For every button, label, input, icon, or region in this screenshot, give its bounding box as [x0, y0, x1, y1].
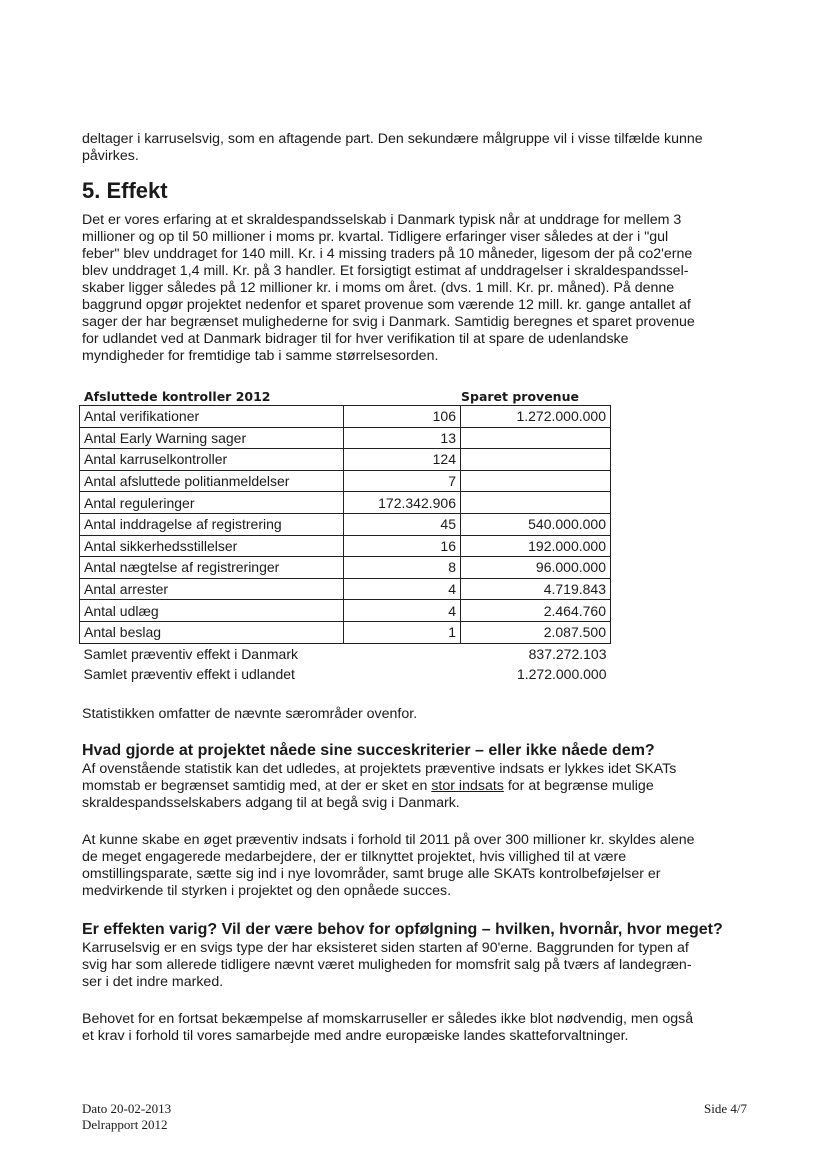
row-label: Antal arrester — [80, 578, 344, 600]
intro-paragraph: deltager i karruselsvig, som en aftagende part. Den sekundære målgruppe vil i visse tilfælde kunne påvirkes. — [82, 131, 703, 164]
row-label: Antal afsluttede politianmeldelser — [80, 470, 344, 492]
row-count: 106 — [344, 406, 461, 428]
row-label: Antal sikkerhedsstillelser — [80, 535, 344, 557]
footer-page-number: Side 4/7 — [704, 1101, 747, 1116]
table-row — [80, 513, 611, 535]
total-row — [80, 664, 611, 685]
statistics-table — [79, 405, 611, 685]
durability-paragraph: Karruselsvig er en svigs type der har eksisteret siden starten af 90'erne. Baggrunden for typen af svig har som allerede tidligere nævnt været muligheden for momsfrit salg på tværs af landegræn- ser i det indre marked. — [82, 940, 692, 990]
row-saved: 1.272.000.000 — [461, 406, 611, 428]
row-saved: 4.719.843 — [461, 578, 611, 600]
row-label: Antal Early Warning sager — [80, 427, 344, 449]
table-row — [80, 621, 611, 643]
table-row — [80, 427, 611, 449]
total-spacer — [344, 643, 461, 664]
total-label: Samlet præventiv effekt i udlandet — [83, 666, 295, 683]
success-paragraph — [82, 761, 762, 812]
row-label: Antal nægtelse af registreringer — [80, 557, 344, 579]
row-count: 13 — [344, 427, 461, 449]
total-row — [80, 643, 611, 664]
row-count: 4 — [344, 600, 461, 622]
question-heading-success: Hvad gjorde at projektet nåede sine succeskriterier – eller ikke nåede dem? — [82, 742, 655, 759]
row-saved — [461, 427, 611, 449]
row-label: Antal beslag — [80, 621, 344, 643]
row-saved: 2.087.500 — [461, 621, 611, 643]
success-paragraph-2: At kunne skabe en øget præventiv indsats i forhold til 2011 på over 300 millioner kr. skyldes alene de meget engagerede medarbejdere, der er tilknyttet projektet, hvis villighed til at være omstillingsparate, sætte sig ind i nye lovområder, samt bruge alle SKATs kontrolbeføjelser er medvirkende til styrken i projektet og den opnåede succes. — [82, 832, 695, 899]
row-label: Antal reguleringer — [80, 492, 344, 514]
success-text-underlined: stor indsats — [431, 778, 504, 794]
row-saved: 192.000.000 — [461, 535, 611, 557]
row-saved: 2.464.760 — [461, 600, 611, 622]
row-count: 45 — [344, 513, 461, 535]
row-count: 172.342.906 — [344, 492, 461, 514]
row-saved: 540.000.000 — [461, 513, 611, 535]
table-row — [80, 578, 611, 600]
total-saved: 837.272.103 — [528, 645, 607, 662]
row-saved: 96.000.000 — [461, 557, 611, 579]
total-spacer — [344, 664, 461, 685]
row-count: 7 — [344, 470, 461, 492]
effekt-paragraph: Det er vores erfaring at et skraldespandsselskab i Danmark typisk når at unddrage for mellem 3 millioner og op til 50 millioner i moms pr. kvartal. Tidligere erfaringer viser således at der i "gul feber" blev unddraget for 140 mill. Kr. i 4 missing traders på 10 måneder, ligesom der på co2'erne blev unddraget 1,4 mill. Kr. på 3 handler. Et forsigtigt estimat af unddragelser i skraldespandssel- skaber ligger således på 12 millioner kr. i moms om året. (dvs. 1 mill. Kr. pr. måned). På denne baggrund opgør projektet nedenfor et sparet provenue som værende 12 mill. kr. gange antallet af sager der har begrænset mulighederne for svig i Danmark. Samtidig beregnes et sparet provenue for udlandet ved at Danmark bidrager til for hver verifikation til at spare de udenlandske myndigheder for fremtidige tab i samme størrelsesorden. — [82, 212, 695, 364]
row-saved — [461, 449, 611, 471]
row-saved — [461, 470, 611, 492]
table-row — [80, 492, 611, 514]
row-label: Antal karruselkontroller — [80, 449, 344, 471]
footer-date: Dato 20-02-2013 Delrapport 2012 — [82, 1101, 172, 1132]
table-row — [80, 535, 611, 557]
row-label: Antal verifikationer — [80, 406, 344, 428]
row-label: Antal udlæg — [80, 600, 344, 622]
table-row — [80, 557, 611, 579]
table-row — [80, 470, 611, 492]
success-text-start: Af ovenstående statistik kan det udledes, at projektets præventive indsats er lykkes idet SKATs momstab er begrænset samtidig med, at der er sket en — [82, 761, 677, 794]
row-label: Antal inddragelse af registrering — [80, 513, 344, 535]
total-label: Samlet præventiv effekt i Danmark — [83, 645, 298, 662]
statistics-note: Statistikken omfatter de nævnte særområder ovenfor. — [82, 706, 418, 722]
section-heading: 5. Effekt — [82, 178, 168, 203]
table-row — [80, 600, 611, 622]
row-count: 4 — [344, 578, 461, 600]
table-row — [80, 449, 611, 471]
row-count: 8 — [344, 557, 461, 579]
question-heading-durability: Er effekten varig? Vil der være behov for opfølgning – hvilken, hvornår, hvor meget? — [82, 921, 723, 938]
total-saved: 1.272.000.000 — [516, 666, 607, 683]
row-count: 124 — [344, 449, 461, 471]
table-row — [80, 406, 611, 428]
success-text-end: for at begrænse mulige skraldespandsselskabers adgang til at begå svig i Danmark. — [82, 778, 654, 811]
table-header-right: Sparet provenue — [461, 389, 579, 404]
row-saved — [461, 492, 611, 514]
durability-paragraph-2: Behovet for en fortsat bekæmpelse af momskarruseller er således ikke blot nødvendig, men også et krav i forhold til vores samarbejde med andre europæiske landes skatteforvaltninger. — [82, 1011, 694, 1044]
table-header-left: Afsluttede kontroller 2012 — [84, 389, 271, 404]
row-count: 1 — [344, 621, 461, 643]
row-count: 16 — [344, 535, 461, 557]
